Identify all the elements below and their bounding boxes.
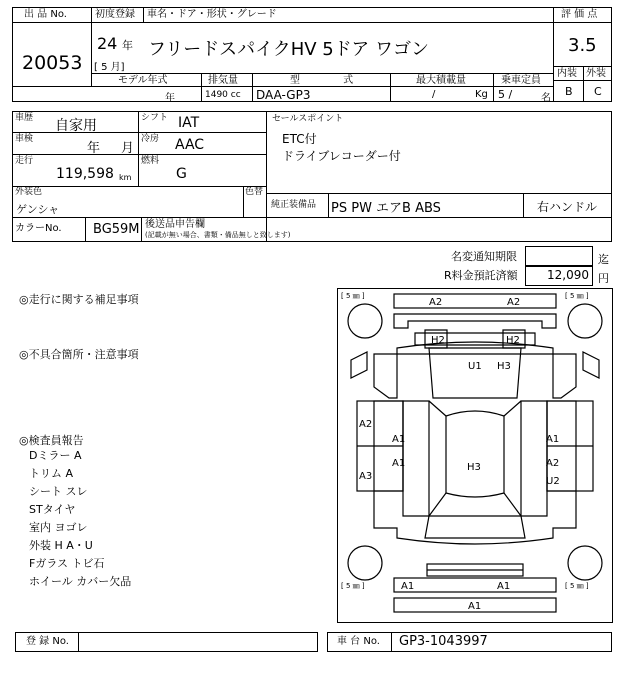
sales-point-2: ドライブレコーダー付 xyxy=(282,149,401,163)
mark-left-rear: A3 xyxy=(359,471,373,482)
inspection-year: 年 xyxy=(87,141,101,156)
color-change-label: 色替 xyxy=(245,187,264,197)
inspector-item: 外装 H A・U xyxy=(29,539,93,552)
inspection-label: 車検 xyxy=(15,134,34,144)
reg-month: [ 5 月] xyxy=(94,62,125,73)
ac-value: AAC xyxy=(175,137,205,153)
equipment-value: PS PW エアB ABS xyxy=(331,201,441,216)
chassis-label: 車 台 No. xyxy=(337,636,380,647)
sales-points-label: セールスポイント xyxy=(272,114,344,124)
inspector-item: STタイヤ xyxy=(29,503,76,516)
mark-door-rr-2: U2 xyxy=(546,476,560,487)
mileage-unit: km xyxy=(119,173,132,182)
mark-door-lr: A1 xyxy=(392,458,406,469)
inspector-item: シート スレ xyxy=(29,485,88,498)
model-year-unit: 年 xyxy=(165,93,175,104)
equipment-label: 純正装備品 xyxy=(271,200,317,210)
shift-value: IAT xyxy=(178,115,200,131)
mark-roof: H3 xyxy=(467,462,481,473)
mark-door-rf: A1 xyxy=(546,434,560,445)
interior-value: B xyxy=(565,85,573,98)
displacement-label: 排気量 xyxy=(208,75,238,86)
transfer-box xyxy=(525,246,593,266)
ext-color-label: 外装色 xyxy=(15,187,43,197)
inspector-item: Fガラス トビ石 xyxy=(29,557,105,570)
mark-rear-bumper-r: A1 xyxy=(497,581,511,592)
mark-rear-bottom: A1 xyxy=(468,601,482,612)
tire-rl-label: [ 5 ㎜ ] xyxy=(341,582,365,590)
recycle-label: R料金預託済額 xyxy=(444,269,518,282)
inspector-item: トリム A xyxy=(29,467,74,480)
history-value: 自家用 xyxy=(55,118,97,134)
recycle-unit: 円 xyxy=(598,272,609,285)
ac-label: 冷房 xyxy=(141,134,160,144)
first-reg-label: 初度登録 xyxy=(95,9,135,20)
inspection-month: 月 xyxy=(121,141,135,156)
steering-value: 右ハンドル xyxy=(537,200,598,214)
tire-fr-icon xyxy=(568,304,602,338)
reg-no-label: 登 録 No. xyxy=(26,636,69,647)
capacity-value: 5 / xyxy=(498,88,513,101)
max-load-slash: / xyxy=(432,89,436,100)
vehicle-name: フリードスパイクHV 5ドア ワゴン xyxy=(148,39,429,60)
displacement-value: 1490 cc xyxy=(205,90,241,100)
driving-notes-label: ◎走行に関する補足事項 xyxy=(19,293,139,306)
mark-hl-r: H2 xyxy=(506,335,520,346)
model-value: DAA-GP3 xyxy=(256,88,311,102)
color-no-value: BG59M xyxy=(93,222,140,237)
tire-fl-label: [ 5 ㎜ ] xyxy=(341,292,365,300)
mark-hl-l: H2 xyxy=(431,335,445,346)
tire-rl-icon xyxy=(348,546,382,580)
capacity-unit: 名 xyxy=(541,93,551,104)
postal-note: (記載が無い場合、書類・備品無しと致します) xyxy=(145,231,291,239)
mileage-label: 走行 xyxy=(15,156,34,166)
mark-windshield-1: U1 xyxy=(468,361,482,372)
tire-fl-icon xyxy=(348,304,382,338)
fuel-label: 燃料 xyxy=(141,156,160,166)
model-year-label: モデル年式 xyxy=(118,75,168,86)
ext-color-value: ゲンシャ xyxy=(16,203,60,216)
mark-front-bumper-r: A2 xyxy=(507,297,521,308)
model-label: 型 式 xyxy=(290,75,354,86)
history-label: 車歴 xyxy=(15,113,34,123)
mark-rear-bumper-l: A1 xyxy=(401,581,415,592)
max-load-label: 最大積載量 xyxy=(416,75,466,86)
mark-front-bumper-l: A2 xyxy=(429,297,443,308)
chassis-value: GP3-1043997 xyxy=(399,634,488,649)
transfer-label: 名変通知期限 xyxy=(451,250,517,263)
postal-label: 後送品申告欄 xyxy=(145,219,205,230)
inspector-label: ◎検査員報告 xyxy=(19,434,84,447)
defects-label: ◎不具合箇所・注意事項 xyxy=(19,348,139,361)
tire-rr-icon xyxy=(568,546,602,580)
exterior-value: C xyxy=(594,85,602,98)
reg-year: 24 xyxy=(97,34,118,53)
grade-label: 評 価 点 xyxy=(561,9,598,20)
reg-year-unit: 年 xyxy=(122,39,133,52)
tire-fr-label: [ 5 ㎜ ] xyxy=(565,292,589,300)
tire-rr-label: [ 5 ㎜ ] xyxy=(565,582,589,590)
inspector-item: 室内 ヨゴレ xyxy=(29,521,88,534)
mileage-value: 119,598 xyxy=(56,166,114,182)
interior-label: 内装 xyxy=(557,68,577,79)
inspector-item: ホイール カバー欠品 xyxy=(29,575,132,588)
mark-left-front: A2 xyxy=(359,419,373,430)
lot-label: 出 品 No. xyxy=(24,9,67,20)
lot-number: 20053 xyxy=(22,52,83,74)
color-no-label: カラーNo. xyxy=(15,223,62,234)
shift-label: シフト xyxy=(141,113,169,123)
capacity-label: 乗車定員 xyxy=(501,75,541,86)
transfer-unit: 迄 xyxy=(598,253,609,266)
mark-windshield-2: H3 xyxy=(497,361,511,372)
fuel-value: G xyxy=(176,166,187,182)
mark-door-lf: A1 xyxy=(392,434,406,445)
inspector-item: Dミラー A xyxy=(29,449,82,462)
mark-door-rr-1: A2 xyxy=(546,458,560,469)
car-diagram xyxy=(337,288,613,623)
sales-point-1: ETC付 xyxy=(282,132,317,146)
max-load-unit: Kg xyxy=(475,89,488,100)
recycle-value: 12,090 xyxy=(547,268,589,282)
vehicle-label: 車名・ドア・形状・グレード xyxy=(147,9,277,20)
exterior-label: 外装 xyxy=(586,68,606,79)
grade-value: 3.5 xyxy=(568,35,597,56)
